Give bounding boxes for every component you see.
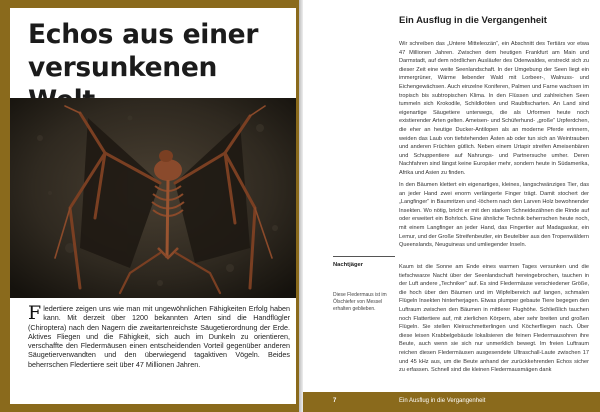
fossil-bat-photo — [10, 98, 296, 298]
body-paragraph-3: Kaum ist die Sonne am Ende eines warmen Tages versunken und die tiefschwarze Nacht über der Seenlandschaft hereingebrochen, tauchen in der Luft andere „Techniker“ auf. Es sind Fledermäuse verschiedener Größe, die hoch über den Bäumen und im Wipfelbereich auf langen, schmalen Flügeln Insekten hinterherjagen. Etwas plumper gebaute Tiere begegen den Luftraum zwischen den Bäumen in mittlerer Flughöhe. Schließlich tauchen noch Flattertiere auf, mit zierlichen Körpern, aber sehr breiten und großen Flügeln. Sie stellen Kleinschmetterlingen und Köcherfliegen nach. Über diese leisen Krabbelgebäude lokalisieren die feinen Fledermausohren ihre Beute, auch wenn sie sich nur unmerklich bewegt. Im freien Luftraum reichen diesen Fledermäusen ausgesendete Ultraschall-Laute zwischen 17 und 45 kHz aus, um die Beute anhand der zurückkehrenden Echos sicher zu erfassen. Schnell sind die kleinen Fledermausmägen dank — [399, 264, 589, 374]
fossil-bat-icon — [10, 98, 296, 298]
sidebar-caption: Diese Fledermaus ist im Ölschiefer von Messel erhalten geblieben. — [333, 292, 387, 313]
right-page — [303, 0, 600, 412]
page-number: 7 — [333, 398, 337, 404]
sidebar-divider — [333, 256, 395, 257]
left-page-inner — [10, 8, 296, 404]
intro-caption — [28, 304, 290, 369]
section-heading: Ein Ausflug in die Vergangenheit — [399, 15, 547, 26]
chapter-title-line-1: Echos aus einer — [28, 19, 259, 50]
chapter-title-line-2: versunkenen — [28, 52, 218, 83]
running-title: Ein Ausflug in die Vergangenheit — [399, 398, 486, 404]
sidebar-label: Nachtjäger — [333, 262, 363, 268]
body-paragraph-1: Wir schreiben das „Untere Mitteleozän“, ein Abschnitt des Tertiärs vor etwa 47 Millionen Jahren. Zwischen dem heutigen Frankfurt am Main und Darmstadt, auf dem nördlichen Ausläufer des Odenwaldes, erstreckt sich zu dieser Zeit eine weite Seenlandschaft. In der Umgebung der Seen liegt ein immergrüner, Wärme liebender Wald mit Lorbeer-, Walnuss- und Eichengewächsen. Auch einzelne Koniferen, Palmen und Farne wachsen im tropisch bis subtropischen Klima. In den Flüssen und zahlreichen Seen tummeln sich Krokodile, Schildkröten und Raubfischarten. An Land sind eigenartige Säugetiere unterwegs, die als Urformen heute noch existierender Arten gelten. Ameisen- und Schüferhund- „große“ Urpferdchen, die eher an heutige Ducker-Antilopen als an moderne Pferde erinnern, weiden das Laub von tiefstehenden Ästen ab oder tun sich an Weintrauben und anderen Früchten gütlich. Neben einem Urtapir streifen Ameisenbären und Schuppentiere auf Nahrungs- und Partnersuche umher. Deren Nachfahren sind längst keine Europäer mehr, sondern heute in Südamerika, Afrika und Asien zu finden. — [399, 41, 589, 176]
dropcap: F — [28, 302, 42, 324]
intro-caption-text: ledertiere zeigen uns wie man mit ungewöhnlichen Fähigkeiten Erfolg haben kann. Mit derzeit über 1200 bekannten Arten sind die Handflügler (Chiroptera) nach den Nagern die zweitartenreichste Säugetierordnung der Erde. Aktives Fliegen und die Fähigkeit, sich auch im Dunkeln zu orientieren, verschaffte den Fledermäusen einen entscheidenden Vorteil gegenüber anderen Säugetierverwandten und den überwiegend tagaktiven Vögeln. Beides beherrschen Fledertiere seit über 47 Millionen Jahren. — [28, 304, 290, 369]
body-paragraph-2: In den Bäumen klettert ein eigenartiges, kleines, langschwänziges Tier, das an jeder Hand zwei enorm verlängerte Finger trägt. Damit stochert der „Langfinger“ in Baumritzen und -löchern nach den Larven Holz bewohnender Insekten. Wo nötig, bricht er mit den starken Schneidezähnen die Rinde auf oder erweitert ein Bohrloch. Eine ähnliche Technik beherrschen heute noch, mit einem Langfinger an jeder Hand, das Fingertier auf Madagaskar, ein Lemur, und der Große Streifenbeutler, ein Beutelbier aus den Tropenwäldern Queenslands, Neuguineas und umliegender Inseln. — [399, 182, 589, 249]
